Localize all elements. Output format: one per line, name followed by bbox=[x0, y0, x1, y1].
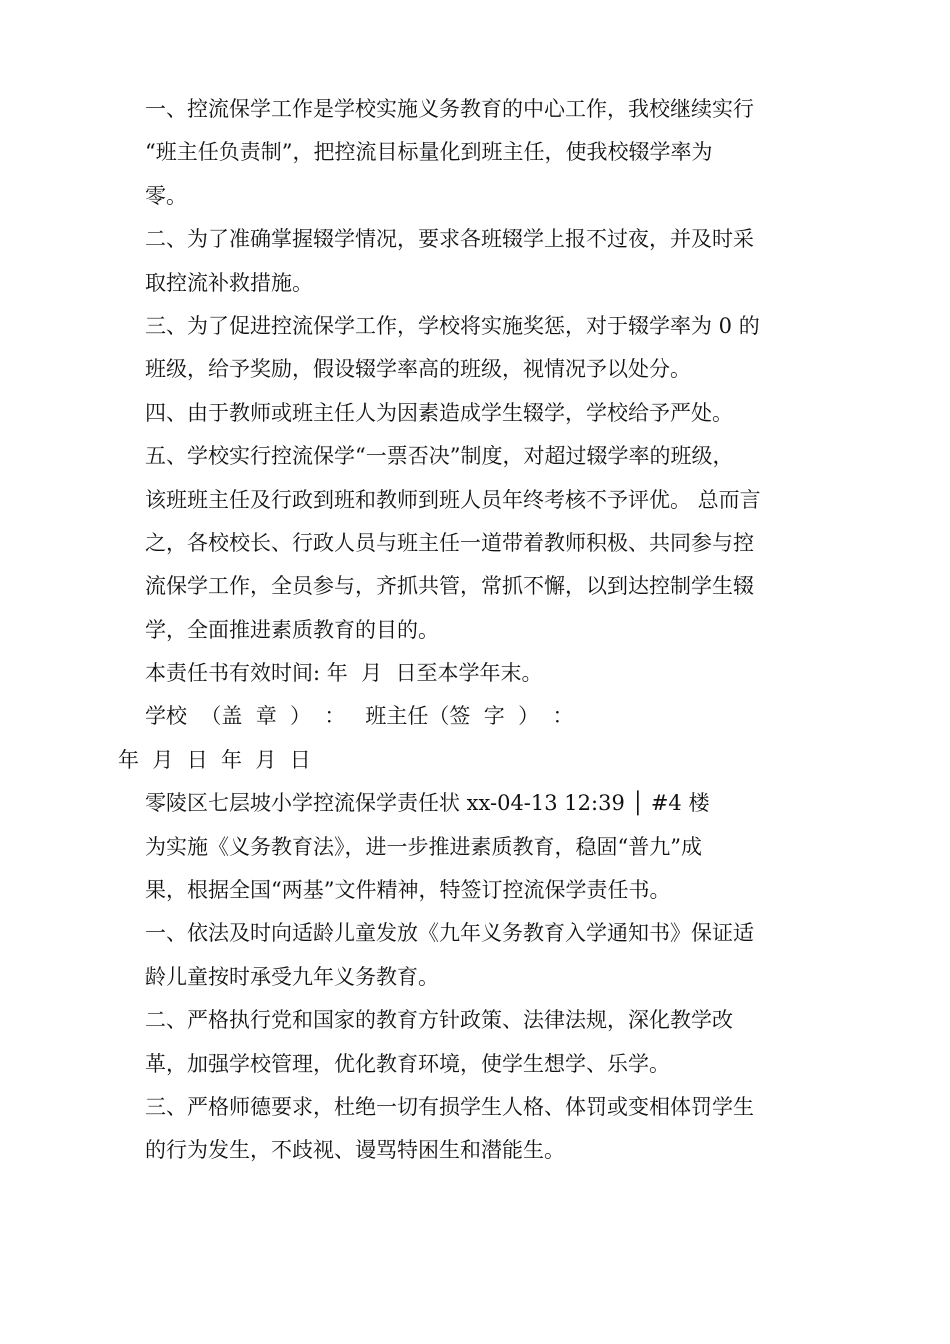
signature-line: 学校 （盖 章 ） ： 班主任（签 字 ） ： bbox=[145, 704, 574, 729]
text-line: 学，全面推进素质教育的目的。 bbox=[145, 617, 439, 642]
date-line: 年 月 日 年 月 日 bbox=[118, 747, 311, 772]
text-line: 一、控流保学工作是学校实施义务教育的中心工作，我校继续实行 bbox=[145, 97, 754, 121]
text-line: 一、依法及时向适龄儿童发放《九年义务教育入学通知书》保证适 bbox=[145, 921, 754, 946]
text-line: 三、为了促进控流保学工作，学校将实施奖惩，对于辍学率为 0 的 bbox=[145, 313, 760, 338]
text-line: 零。 bbox=[145, 183, 187, 208]
document-body bbox=[118, 88, 825, 1173]
text-line: 三、严格师德要求，杜绝一切有损学生人格、体罚或变相体罚学生 bbox=[145, 1094, 754, 1119]
text-line: “班主任负责制”，把控流目标量化到班主任，使我校辍学率为 bbox=[145, 140, 713, 165]
text-line: 二、严格执行党和国家的教育方针政策、法律法规，深化教学改 bbox=[145, 1008, 733, 1033]
text-line: 为实施《义务教育法》，进一步推进素质教育，稳固“普九”成 bbox=[145, 834, 702, 859]
post-header-line: 零陵区七层坡小学控流保学责任状 xx-04-13 12:39 │ #4 楼 bbox=[145, 791, 710, 816]
text-line: 四、由于教师或班主任人为因素造成学生辍学，学校给予严处。 bbox=[145, 400, 733, 425]
text-line: 果，根据全国“两基”文件精神，特签订控流保学责任书。 bbox=[145, 878, 671, 903]
text-line: 二、为了准确掌握辍学情况，要求各班辍学上报不过夜，并及时采 bbox=[145, 227, 754, 252]
text-line: 之，各校校长、行政人员与班主任一道带着教师积极、共同参与控 bbox=[145, 530, 754, 555]
text-line: 流保学工作，全员参与，齐抓共管，常抓不懈，以到达控制学生辍 bbox=[145, 574, 754, 599]
text-line: 五、学校实行控流保学“一票否决”制度，对超过辍学率的班级， bbox=[145, 444, 734, 469]
text-line: 该班班主任及行政到班和教师到班人员年终考核不予评优。 总而言 bbox=[145, 487, 761, 512]
validity-line: 本责任书有效时间: 年 月 日至本学年末。 bbox=[145, 661, 543, 686]
text-line: 革，加强学校管理，优化教育环境，使学生想学、乐学。 bbox=[145, 1051, 670, 1076]
text-line: 的行为发生，不歧视、谩骂特困生和潜能生。 bbox=[145, 1138, 565, 1163]
text-line: 班级，给予奖励，假设辍学率高的班级，视情况予以处分。 bbox=[145, 357, 691, 382]
text-line: 取控流补救措施。 bbox=[145, 270, 313, 295]
text-line: 龄儿童按时承受九年义务教育。 bbox=[145, 964, 439, 989]
